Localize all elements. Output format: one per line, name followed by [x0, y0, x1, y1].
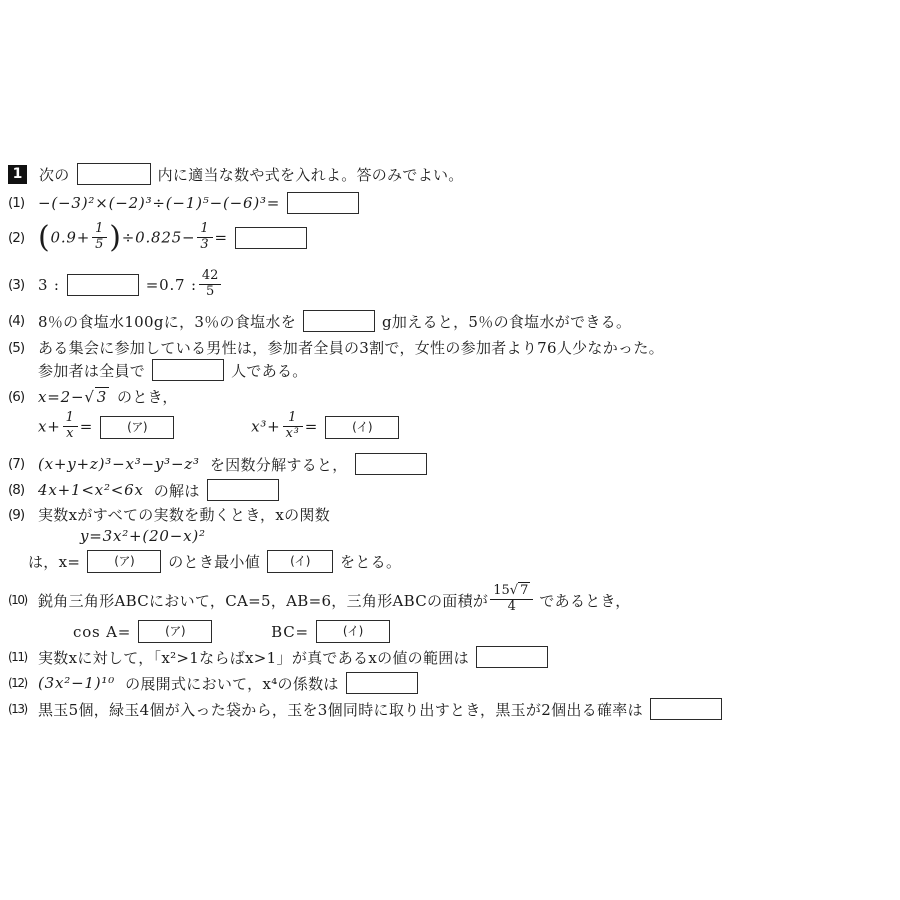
fraction-numerator — [490, 584, 533, 600]
problem-9-line1 — [0, 504, 892, 525]
radical-sign: √ — [84, 387, 95, 406]
sqrt-7 — [510, 582, 531, 598]
fraction-denominator: 5 — [95, 236, 105, 252]
sqrt-3 — [84, 387, 109, 406]
fraction-denominator: x³ — [285, 425, 300, 441]
radicand: 7 — [520, 582, 529, 598]
fraction-denominator: 4 — [507, 598, 516, 614]
problem-2-answer-box — [235, 227, 307, 249]
problem-2-number: (2) — [8, 230, 25, 246]
header-post-text: 内に適当な数や式を入れよ。答のみでよい。 — [157, 165, 464, 184]
problem-9-function-expr: y=3x²+(20−x)² — [80, 527, 206, 545]
open-paren: ( — [38, 219, 51, 255]
problem-2-expression — [38, 219, 228, 255]
expr-part: x=2− — [38, 387, 85, 406]
problem-9-answer-line — [0, 550, 892, 573]
problem-8-number: (8) — [8, 482, 25, 498]
problem-4-pre-text: 8％の食塩水100gに，3％の食塩水を — [38, 312, 297, 331]
problem-4-number: (4) — [8, 313, 25, 329]
fraction-denominator: x — [66, 425, 75, 441]
equals-sign: = — [79, 417, 94, 435]
problem-8-expression: 4x+1<x²<6x — [38, 481, 144, 499]
radicand: 3 — [96, 387, 108, 406]
problem-4-post-text: g加えると，5％の食塩水ができる。 — [382, 312, 632, 331]
problem-5-line2 — [0, 359, 892, 381]
expr-part: 0.9+ — [50, 228, 91, 246]
problem-5-line1 — [0, 337, 892, 358]
problem-5-pre-text: 参加者は全員で — [38, 361, 146, 380]
header-line — [0, 163, 892, 185]
problem-11-number: (11) — [8, 650, 27, 664]
expr-part: ÷0.825− — [121, 228, 196, 246]
fraction-1-x3 — [283, 411, 303, 442]
problem-6-eq1 — [38, 409, 94, 443]
problem-7-answer-box — [355, 453, 427, 475]
problem-9-equation — [0, 527, 892, 545]
problem-3-left: 3 : — [38, 276, 60, 294]
problem-12-text: の展開式において，x⁴の係数は — [125, 674, 339, 693]
fraction-denominator: 3 — [200, 236, 210, 252]
problem-10-post-text: であるとき， — [539, 591, 631, 610]
problem-6-equations — [0, 408, 892, 446]
fraction-numerator: 1 — [197, 222, 212, 238]
problem-5-number: (5) — [8, 339, 25, 356]
problem-10-line1 — [0, 580, 892, 620]
problem-12-answer-box — [346, 672, 418, 694]
problem-6-eq2 — [251, 409, 319, 443]
problem-9-text: 実数xがすべての実数を動くとき，xの関数 — [38, 506, 331, 524]
problem-3-right: =0.7 : — [145, 276, 197, 294]
header-pre-text: 次の — [39, 165, 70, 184]
problem-11-text: 実数xに対して，「x²>1ならばx>1」が真であるxの値の範囲は — [38, 648, 469, 667]
problem-5-post-text: 人である。 — [231, 361, 308, 380]
problem-7 — [0, 453, 892, 475]
problem-12-number: (12) — [8, 676, 27, 690]
fraction-42-5 — [199, 269, 222, 300]
problem-13-text: 黒玉5個，緑玉4個が入った袋から，玉を3個同時に取り出すとき，黒玉が2個出る確率は — [38, 700, 643, 719]
problem-3-number: (3) — [8, 277, 25, 293]
problem-10-answer-box-i: (イ) — [316, 620, 390, 643]
expr-part: 15 — [493, 582, 510, 598]
problem-13-number: (13) — [8, 702, 27, 716]
fraction-denominator: 5 — [205, 283, 215, 299]
problem-6-answer-box-a: (ア) — [100, 416, 174, 439]
problem-11-answer-box — [476, 646, 548, 668]
problem-8-answer-box — [207, 479, 279, 501]
expr-part: x+ — [38, 417, 61, 435]
fraction-numerator: 1 — [92, 222, 107, 238]
radical-sign: √ — [509, 582, 519, 598]
problem-11 — [0, 646, 892, 668]
problem-4-answer-box — [303, 310, 375, 332]
problem-6-answer-box-i: (イ) — [325, 416, 399, 439]
problem-9-post-text: をとる。 — [340, 553, 402, 571]
problem-9-number: (9) — [8, 506, 25, 523]
problem-3 — [0, 264, 892, 306]
question-number-badge: 1 — [8, 165, 27, 184]
problem-13 — [0, 698, 892, 720]
header-blank-box — [77, 163, 151, 185]
problem-12 — [0, 672, 892, 694]
problem-8 — [0, 479, 892, 501]
problem-8-text: の解は — [153, 481, 200, 500]
fraction-15sqrt7-4 — [490, 584, 533, 615]
problem-1-answer-box — [287, 192, 359, 214]
problem-7-text: を因数分解すると， — [209, 455, 348, 474]
problem-9-answer-box-i: (イ) — [267, 550, 333, 573]
problem-7-number: (7) — [8, 456, 25, 472]
expr-part: x³+ — [251, 417, 281, 435]
problem-9-mid-text: のとき最小値 — [168, 553, 261, 571]
problem-6-given-text: のとき， — [117, 388, 178, 406]
problem-10-cos-label: cos A= — [73, 622, 132, 641]
problem-12-expression: (3x²−1)¹⁰ — [38, 674, 116, 692]
problem-7-expression: (x+y+z)³−x³−y³−z³ — [38, 455, 200, 473]
problem-10-answer-line — [0, 620, 892, 643]
problem-5-text: ある集会に参加している男性は，参加者全員の3割で，女性の参加者より76人少なかった。 — [38, 339, 664, 357]
problem-10-number: (10) — [8, 593, 27, 607]
problem-13-answer-box — [650, 698, 722, 720]
problem-6-number: (6) — [8, 388, 25, 405]
problem-10-text: 鋭角三角形ABCにおいて，CA=5，AB=6，三角形ABCの面積が — [38, 591, 489, 610]
problem-4 — [0, 310, 892, 332]
problem-1 — [0, 192, 892, 214]
problem-1-number: (1) — [8, 195, 25, 211]
problem-9-answer-box-a: (ア) — [87, 550, 161, 573]
problem-2 — [0, 220, 892, 256]
problem-5-answer-box — [152, 359, 224, 381]
problem-3-answer-box — [67, 274, 139, 296]
problem-6-given-expr — [38, 388, 109, 406]
fraction-numerator: 42 — [199, 269, 222, 285]
equals-sign: = — [214, 228, 228, 246]
problem-1-expression: −(−3)²×(−2)³÷(−1)⁵−(−6)³= — [38, 194, 281, 212]
fraction-numerator: 1 — [63, 411, 78, 427]
fraction-numerator: 1 — [283, 411, 303, 427]
fraction-1-x — [63, 411, 78, 442]
problem-6-given — [0, 386, 892, 407]
equals-sign: = — [304, 417, 319, 435]
fraction-1-5 — [92, 222, 107, 253]
close-paren: ) — [109, 219, 122, 255]
problem-9-pre-text: は，x= — [28, 553, 81, 571]
problem-10-answer-box-a: (ア) — [138, 620, 212, 643]
problem-10-bc-label: BC= — [271, 622, 309, 641]
fraction-1-3 — [197, 222, 212, 253]
